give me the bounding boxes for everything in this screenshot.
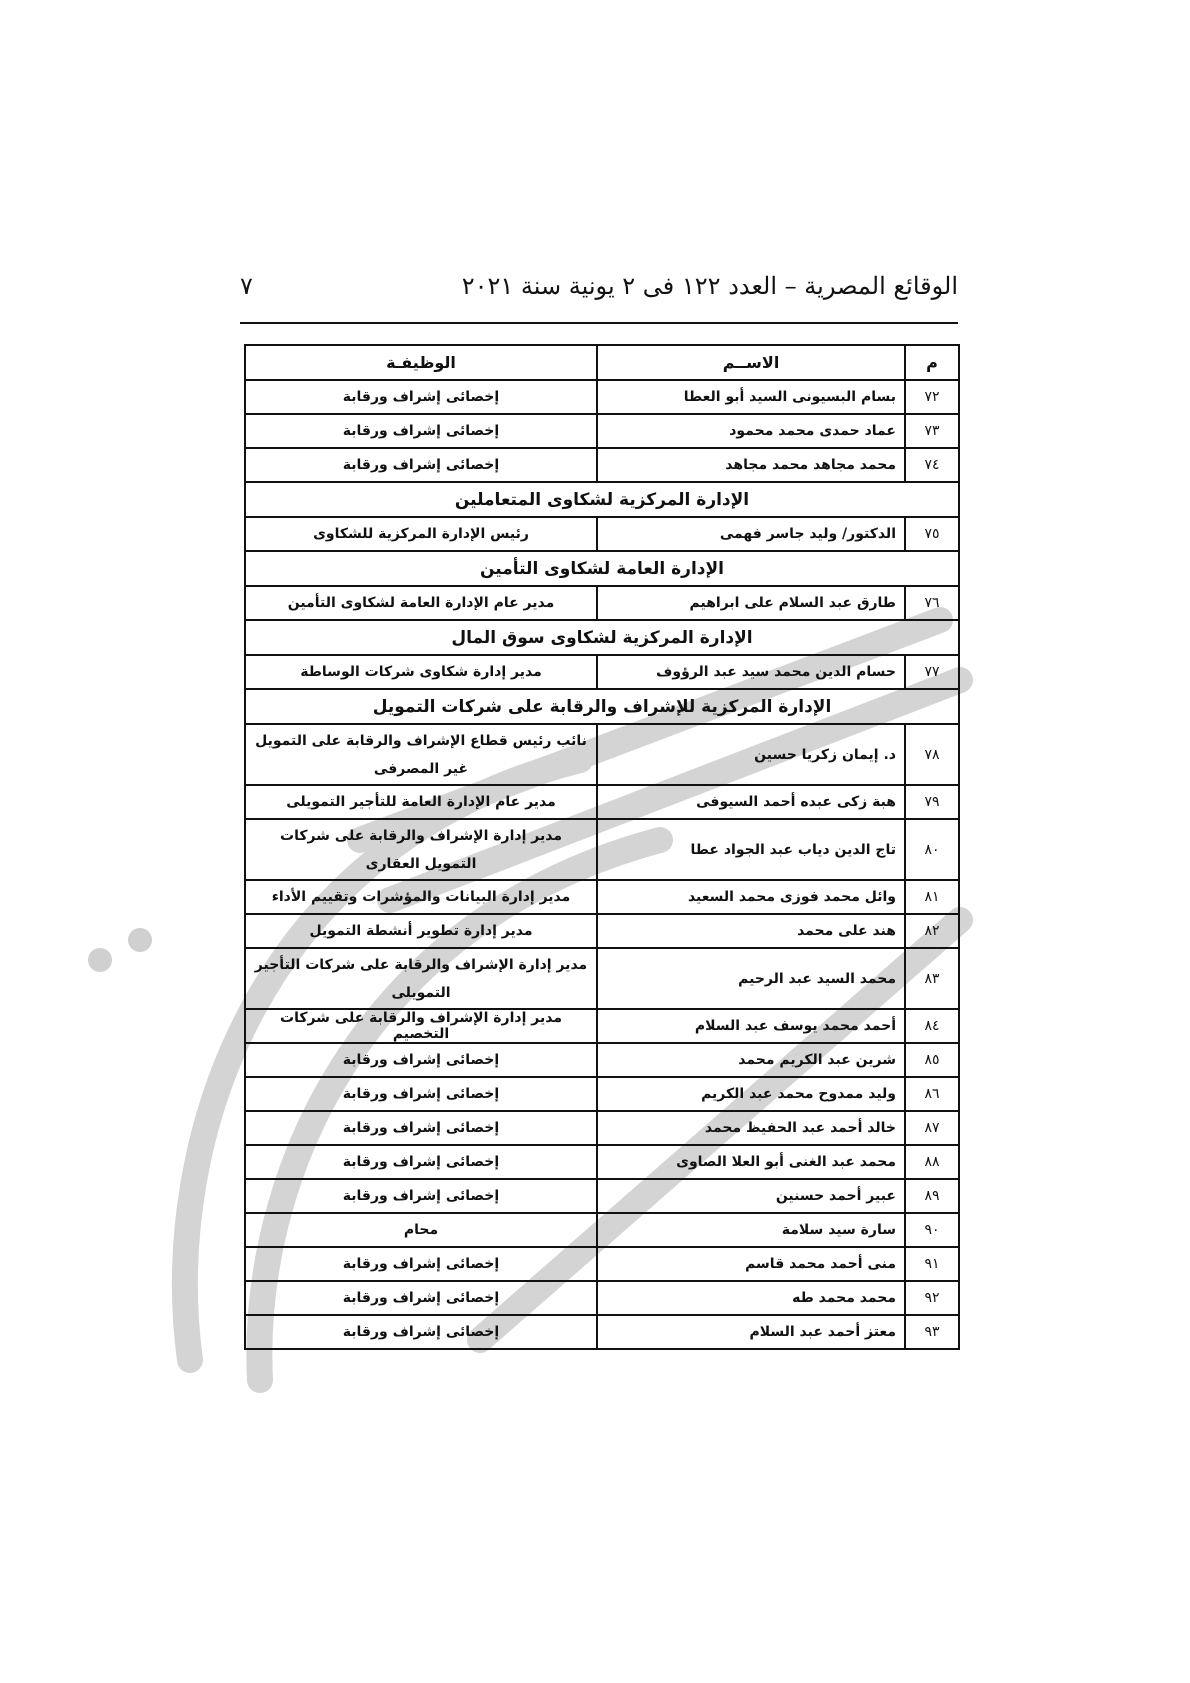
employee-name: وائل محمد فوزى محمد السعيد <box>597 880 905 914</box>
section-header-row <box>245 620 959 655</box>
job-title: إخصائى إشراف ورقابة <box>245 1043 597 1077</box>
section-header-row <box>245 551 959 586</box>
job-title: إخصائى إشراف ورقابة <box>245 1315 597 1349</box>
employee-name: هند على محمد <box>597 914 905 948</box>
row-number: ٧٦ <box>905 586 959 620</box>
row-number: ٩٢ <box>905 1281 959 1315</box>
job-title: إخصائى إشراف ورقابة <box>245 1145 597 1179</box>
job-title: إخصائى إشراف ورقابة <box>245 380 597 414</box>
table-row <box>245 1315 959 1349</box>
job-title: إخصائى إشراف ورقابة <box>245 1281 597 1315</box>
employee-name: عماد حمدى محمد محمود <box>597 414 905 448</box>
employee-name: منى أحمد محمد قاسم <box>597 1247 905 1281</box>
table-header-row <box>245 345 959 380</box>
job-title: مدير إدارة البيانات والمؤشرات وتقييم الأداء <box>245 880 597 914</box>
section-title: الإدارة المركزية للإشراف والرقابة على شركات التمويل <box>245 689 959 724</box>
row-number: ٧٧ <box>905 655 959 689</box>
employee-name: محمد مجاهد محمد مجاهد <box>597 448 905 482</box>
table-body <box>245 380 959 1349</box>
employee-name: أحمد محمد يوسف عبد السلام <box>597 1009 905 1043</box>
publication-title: الوقائع المصرية – العدد ١٢٢ فى ٢ يونية سنة ٢٠٢١ <box>461 272 958 300</box>
table-row <box>245 1179 959 1213</box>
table-row <box>245 819 959 880</box>
employee-name: حسام الدين محمد سيد عبد الرؤوف <box>597 655 905 689</box>
table-row <box>245 914 959 948</box>
employee-name: معتز أحمد عبد السلام <box>597 1315 905 1349</box>
page-number: ٧ <box>240 272 253 300</box>
page-header <box>240 270 958 304</box>
employee-name: محمد محمد طه <box>597 1281 905 1315</box>
job-title: مدير إدارة الإشراف والرقابة على شركات التخصيم <box>245 1009 597 1043</box>
section-title: الإدارة المركزية لشكاوى المتعاملين <box>245 482 959 517</box>
employee-name: عبير أحمد حسنين <box>597 1179 905 1213</box>
job-title: إخصائى إشراف ورقابة <box>245 1077 597 1111</box>
table-row <box>245 1213 959 1247</box>
employee-name: بسام البسيونى السيد أبو العطا <box>597 380 905 414</box>
row-number: ٧٩ <box>905 785 959 819</box>
row-number: ٩٠ <box>905 1213 959 1247</box>
job-title: رئيس الإدارة المركزية للشكاوى <box>245 517 597 551</box>
header-divider <box>240 322 958 324</box>
section-header-row <box>245 482 959 517</box>
row-number: ٨٣ <box>905 948 959 1009</box>
row-number: ٨٤ <box>905 1009 959 1043</box>
section-title: الإدارة المركزية لشكاوى سوق المال <box>245 620 959 655</box>
job-title: نائب رئيس قطاع الإشراف والرقابة على التمويل غير المصرفى <box>245 724 597 785</box>
row-number: ٨٨ <box>905 1145 959 1179</box>
table-row <box>245 380 959 414</box>
job-title: محام <box>245 1213 597 1247</box>
table-row <box>245 414 959 448</box>
job-title: مدير إدارة الإشراف والرقابة على شركات التمويل العقارى <box>245 819 597 880</box>
job-title: إخصائى إشراف ورقابة <box>245 414 597 448</box>
job-title: مدير إدارة الإشراف والرقابة على شركات التأجير التمويلى <box>245 948 597 1009</box>
row-number: ٧٤ <box>905 448 959 482</box>
employee-name: وليد ممدوح محمد عبد الكريم <box>597 1077 905 1111</box>
employee-name: محمد السيد عبد الرحيم <box>597 948 905 1009</box>
row-number: ٧٨ <box>905 724 959 785</box>
row-number: ٨٩ <box>905 1179 959 1213</box>
job-title: إخصائى إشراف ورقابة <box>245 448 597 482</box>
table-row <box>245 785 959 819</box>
section-title: الإدارة العامة لشكاوى التأمين <box>245 551 959 586</box>
table-row <box>245 1009 959 1043</box>
table-row <box>245 724 959 785</box>
employee-name: محمد عبد الغنى أبو العلا الصاوى <box>597 1145 905 1179</box>
employee-name: د. إيمان زكريا حسين <box>597 724 905 785</box>
employee-name: هبة زكى عبده أحمد السيوفى <box>597 785 905 819</box>
table-row <box>245 448 959 482</box>
table-row <box>245 1111 959 1145</box>
table-row <box>245 586 959 620</box>
table-row <box>245 1043 959 1077</box>
section-header-row <box>245 689 959 724</box>
table-row <box>245 1281 959 1315</box>
job-title: مدير عام الإدارة العامة للتأجير التمويلى <box>245 785 597 819</box>
table-row <box>245 1077 959 1111</box>
table-row <box>245 948 959 1009</box>
row-number: ٨٢ <box>905 914 959 948</box>
row-number: ٨١ <box>905 880 959 914</box>
employee-name: شرين عبد الكريم محمد <box>597 1043 905 1077</box>
row-number: ٨٦ <box>905 1077 959 1111</box>
table-row <box>245 1145 959 1179</box>
row-number: ٧٢ <box>905 380 959 414</box>
job-title: إخصائى إشراف ورقابة <box>245 1179 597 1213</box>
employee-name: خالد أحمد عبد الحفيظ محمد <box>597 1111 905 1145</box>
job-title: مدير إدارة تطوير أنشطة التمويل <box>245 914 597 948</box>
row-number: ٧٥ <box>905 517 959 551</box>
job-title: إخصائى إشراف ورقابة <box>245 1247 597 1281</box>
row-number: ٨٠ <box>905 819 959 880</box>
row-number: ٧٣ <box>905 414 959 448</box>
column-header-name: الاســم <box>597 345 905 380</box>
table-row <box>245 1247 959 1281</box>
employee-name: تاج الدين دياب عبد الجواد عطا <box>597 819 905 880</box>
table-row <box>245 517 959 551</box>
column-header-job: الوظيفـة <box>245 345 597 380</box>
column-header-num: م <box>905 345 959 380</box>
job-title: مدير عام الإدارة العامة لشكاوى التأمين <box>245 586 597 620</box>
staff-table <box>244 344 960 1350</box>
employee-name: طارق عبد السلام على ابراهيم <box>597 586 905 620</box>
row-number: ٩٣ <box>905 1315 959 1349</box>
table-row <box>245 655 959 689</box>
job-title: إخصائى إشراف ورقابة <box>245 1111 597 1145</box>
employee-name: الدكتور/ وليد جاسر فهمى <box>597 517 905 551</box>
row-number: ٨٥ <box>905 1043 959 1077</box>
row-number: ٨٧ <box>905 1111 959 1145</box>
employee-name: سارة سيد سلامة <box>597 1213 905 1247</box>
row-number: ٩١ <box>905 1247 959 1281</box>
job-title: مدير إدارة شكاوى شركات الوساطة <box>245 655 597 689</box>
table-row <box>245 880 959 914</box>
